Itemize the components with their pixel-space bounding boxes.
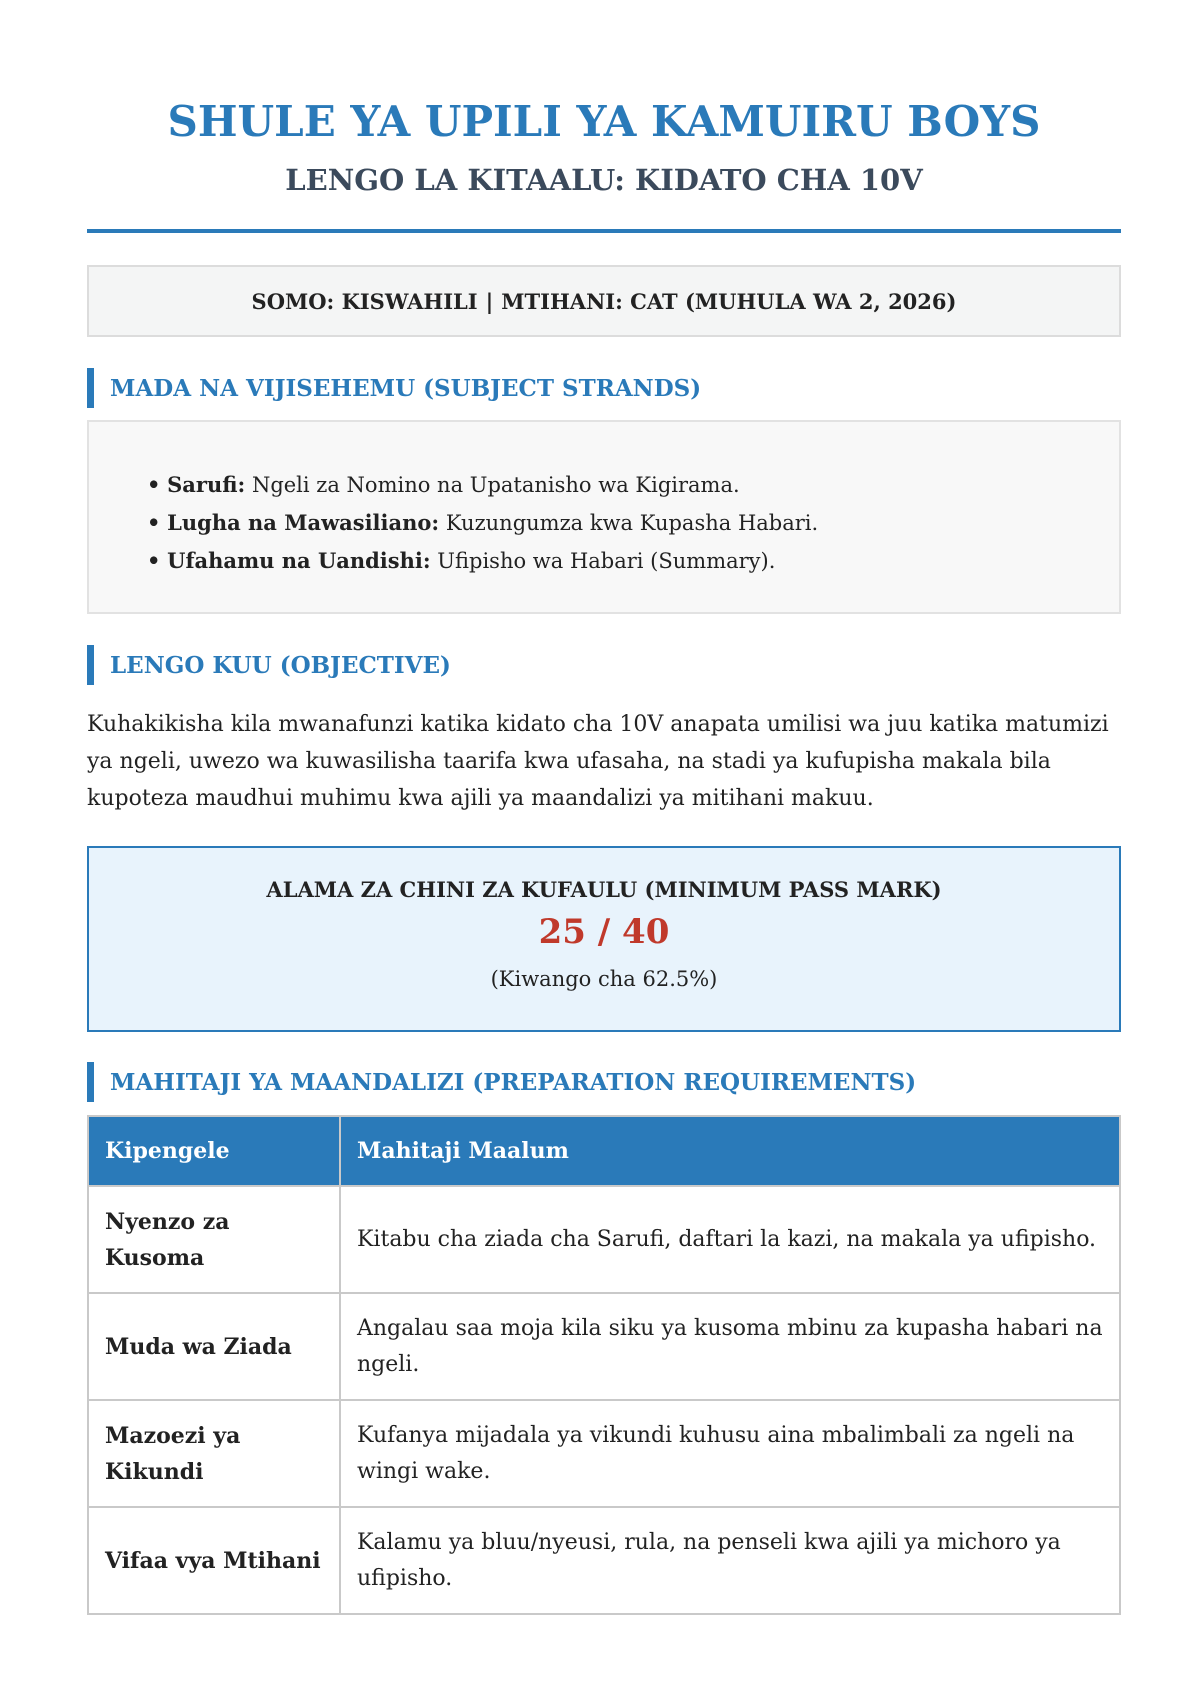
strand-text: Kuzungumza kwa Kupasha Habari. [445, 511, 819, 535]
objective-paragraph: Kuhakikisha kila mwanafunzi katika kidato cha 10V anapata umilisi wa juu katika matumizi ya ngeli, uwezo wa kuwasilisha taarifa kwa ufasaha, na stadi ya kufupisha makala bila kupoteza maudhui muhimu kwa ajili ya maandalizi ya mitihani makuu. [87, 712, 1109, 811]
strand-label: Lugha na Mawasiliano: [167, 510, 440, 535]
requirement-detail: Kalamu ya bluu/nyeusi, rula, na penseli kwa ajili ya michoro ya ufipisho. [340, 1507, 1120, 1614]
table-row [88, 1186, 1120, 1293]
strands-box [87, 420, 1121, 614]
exam-info-box [87, 265, 1121, 337]
bullet: • [147, 548, 161, 573]
table-row [88, 1400, 1120, 1507]
requirement-detail: Kitabu cha ziada cha Sarufi, daftari la kazi, na makala ya ufipisho. [340, 1186, 1120, 1293]
strand-text: Ufipisho wa Habari (Summary). [437, 549, 776, 573]
strand-item [147, 504, 1119, 542]
column-header: Kipengele [88, 1116, 340, 1186]
school-title: SHULE YA UPILI YA KAMUIRU BOYS [167, 97, 1041, 146]
exam-label: MTIHANI: CAT (MUHULA WA 2, 2026) [501, 288, 957, 314]
pass-mark-label: ALAMA ZA CHINI ZA KUFAULU (MINIMUM PASS MARK) [266, 877, 942, 902]
header-divider [87, 229, 1121, 233]
pass-mark-note: (Kiwango cha 62.5%) [490, 967, 718, 991]
requirement-detail: Angalau saa moja kila siku ya kusoma mbinu za kupasha habari na ngeli. [340, 1293, 1120, 1400]
table-row [88, 1507, 1120, 1614]
bullet: • [147, 510, 161, 535]
column-header: Mahitaji Maalum [340, 1116, 1120, 1186]
strand-item [147, 542, 1119, 580]
requirement-category: Muda wa Ziada [88, 1293, 340, 1400]
table-header-row [88, 1116, 1120, 1186]
strands-heading: MADA NA VIJISEHEMU (SUBJECT STRANDS) [87, 368, 1121, 408]
strand-label: Ufahamu na Uandishi: [167, 548, 431, 573]
requirement-category: Vifaa vya Mtihani [88, 1507, 340, 1614]
strands-list [147, 466, 1119, 580]
objective-heading: LENGO KUU (OBJECTIVE) [87, 645, 1121, 685]
subject-label: SOMO: KISWAHILI [251, 288, 478, 314]
requirement-category: Nyenzo za Kusoma [88, 1186, 340, 1293]
document-header [87, 92, 1121, 200]
requirements-heading: MAHITAJI YA MAANDALIZI (PREPARATION REQUIREMENTS) [87, 1062, 1121, 1102]
table-row [88, 1293, 1120, 1400]
requirements-table [87, 1115, 1121, 1615]
strand-text: Ngeli za Nomino na Upatanisho wa Kigirama. [251, 473, 740, 497]
bullet: • [147, 472, 161, 497]
pass-mark-box [87, 846, 1121, 1032]
requirement-category: Mazoezi ya Kikundi [88, 1400, 340, 1507]
document-subtitle: LENGO LA KITAALU: KIDATO CHA 10V [285, 163, 923, 197]
requirement-detail: Kufanya mijadala ya vikundi kuhusu aina mbalimbali za ngeli na wingi wake. [340, 1400, 1120, 1507]
meta-separator: | [485, 288, 494, 314]
strand-item [147, 466, 1119, 504]
strand-label: Sarufi: [167, 472, 246, 497]
pass-mark-value: 25 / 40 [538, 912, 670, 952]
